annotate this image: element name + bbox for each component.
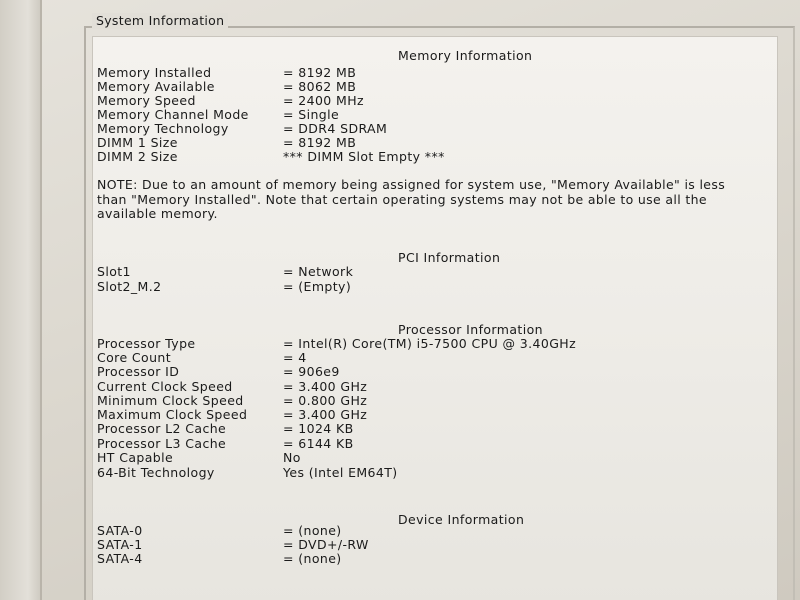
memory-row <box>97 80 697 94</box>
row-label: Processor L2 Cache <box>97 421 227 436</box>
row-label: HT Capable <box>97 450 174 465</box>
memory-row <box>97 136 697 150</box>
row-label: Memory Channel Mode <box>97 107 249 122</box>
row-value: No <box>283 450 301 465</box>
memory-row <box>97 122 697 136</box>
row-label: Current Clock Speed <box>97 379 233 394</box>
row-value: Yes (Intel EM64T) <box>283 465 398 480</box>
row-label: Memory Available <box>97 79 215 94</box>
memory-row <box>97 66 697 80</box>
row-value: = (Empty) <box>283 279 352 294</box>
processor-row <box>97 437 697 451</box>
left-navigation-strip <box>0 0 42 600</box>
device-section-title: Device Information <box>398 512 525 527</box>
row-label: DIMM 2 Size <box>97 149 178 164</box>
row-value: = 8192 MB <box>283 135 357 150</box>
memory-row <box>97 108 697 122</box>
processor-row <box>97 365 697 379</box>
row-value: = DVD+/-RW <box>283 537 369 552</box>
memory-note <box>97 178 762 222</box>
row-value: = 1024 KB <box>283 421 354 436</box>
row-label: Maximum Clock Speed <box>97 407 248 422</box>
memory-section-title: Memory Information <box>398 48 533 63</box>
row-label: Processor Type <box>97 336 196 351</box>
row-value: = 906e9 <box>283 364 340 379</box>
processor-row <box>97 394 697 408</box>
row-value: = (none) <box>283 523 342 538</box>
device-row <box>97 538 697 552</box>
row-label: SATA-4 <box>97 551 143 566</box>
row-label: Processor ID <box>97 364 180 379</box>
processor-row <box>97 337 697 351</box>
row-label: DIMM 1 Size <box>97 135 178 150</box>
processor-row <box>97 380 697 394</box>
row-label: Slot1 <box>97 264 131 279</box>
row-label: Core Count <box>97 350 172 365</box>
row-label: SATA-1 <box>97 537 143 552</box>
processor-row <box>97 351 697 365</box>
row-value: = DDR4 SDRAM <box>283 121 388 136</box>
row-label: Memory Installed <box>97 65 212 80</box>
row-value: = 2400 MHz <box>283 93 364 108</box>
note-line: NOTE: Due to an amount of memory being assigned for system use, "Memory Available" is less <box>97 177 726 192</box>
device-row <box>97 552 697 566</box>
row-label: Slot2_M.2 <box>97 279 162 294</box>
row-value: = Intel(R) Core(TM) i5-7500 CPU @ 3.40GHz <box>283 336 577 351</box>
row-value: *** DIMM Slot Empty *** <box>283 149 445 164</box>
note-line: than "Memory Installed". Note that certain operating systems may not be able to use all the <box>97 191 707 207</box>
row-value: = 0.800 GHz <box>283 393 368 408</box>
processor-row <box>97 451 697 465</box>
row-value: = Network <box>283 264 354 279</box>
row-value: = 8192 MB <box>283 65 357 80</box>
memory-row <box>97 94 697 108</box>
pci-section-title: PCI Information <box>398 250 501 265</box>
processor-section-title: Processor Information <box>398 322 543 337</box>
row-value: = Single <box>283 107 340 122</box>
processor-row <box>97 408 697 422</box>
row-value: = 8062 MB <box>283 79 357 94</box>
row-label: SATA-0 <box>97 523 143 538</box>
row-label: Memory Speed <box>97 93 196 108</box>
memory-row <box>97 150 697 164</box>
row-value: = 3.400 GHz <box>283 379 368 394</box>
row-label: Memory Technology <box>97 121 229 136</box>
note-line: available memory. <box>97 206 218 221</box>
row-value: = 6144 KB <box>283 436 354 451</box>
row-value: = 4 <box>283 350 307 365</box>
row-label: Minimum Clock Speed <box>97 393 244 408</box>
row-label: Processor L3 Cache <box>97 436 227 451</box>
pci-row <box>97 265 697 279</box>
row-value: = (none) <box>283 551 342 566</box>
groupbox-title: System Information <box>92 13 228 29</box>
processor-row <box>97 422 697 436</box>
device-row <box>97 524 697 538</box>
row-label: 64-Bit Technology <box>97 465 215 480</box>
pci-row <box>97 280 697 294</box>
row-value: = 3.400 GHz <box>283 407 368 422</box>
processor-row <box>97 466 697 480</box>
